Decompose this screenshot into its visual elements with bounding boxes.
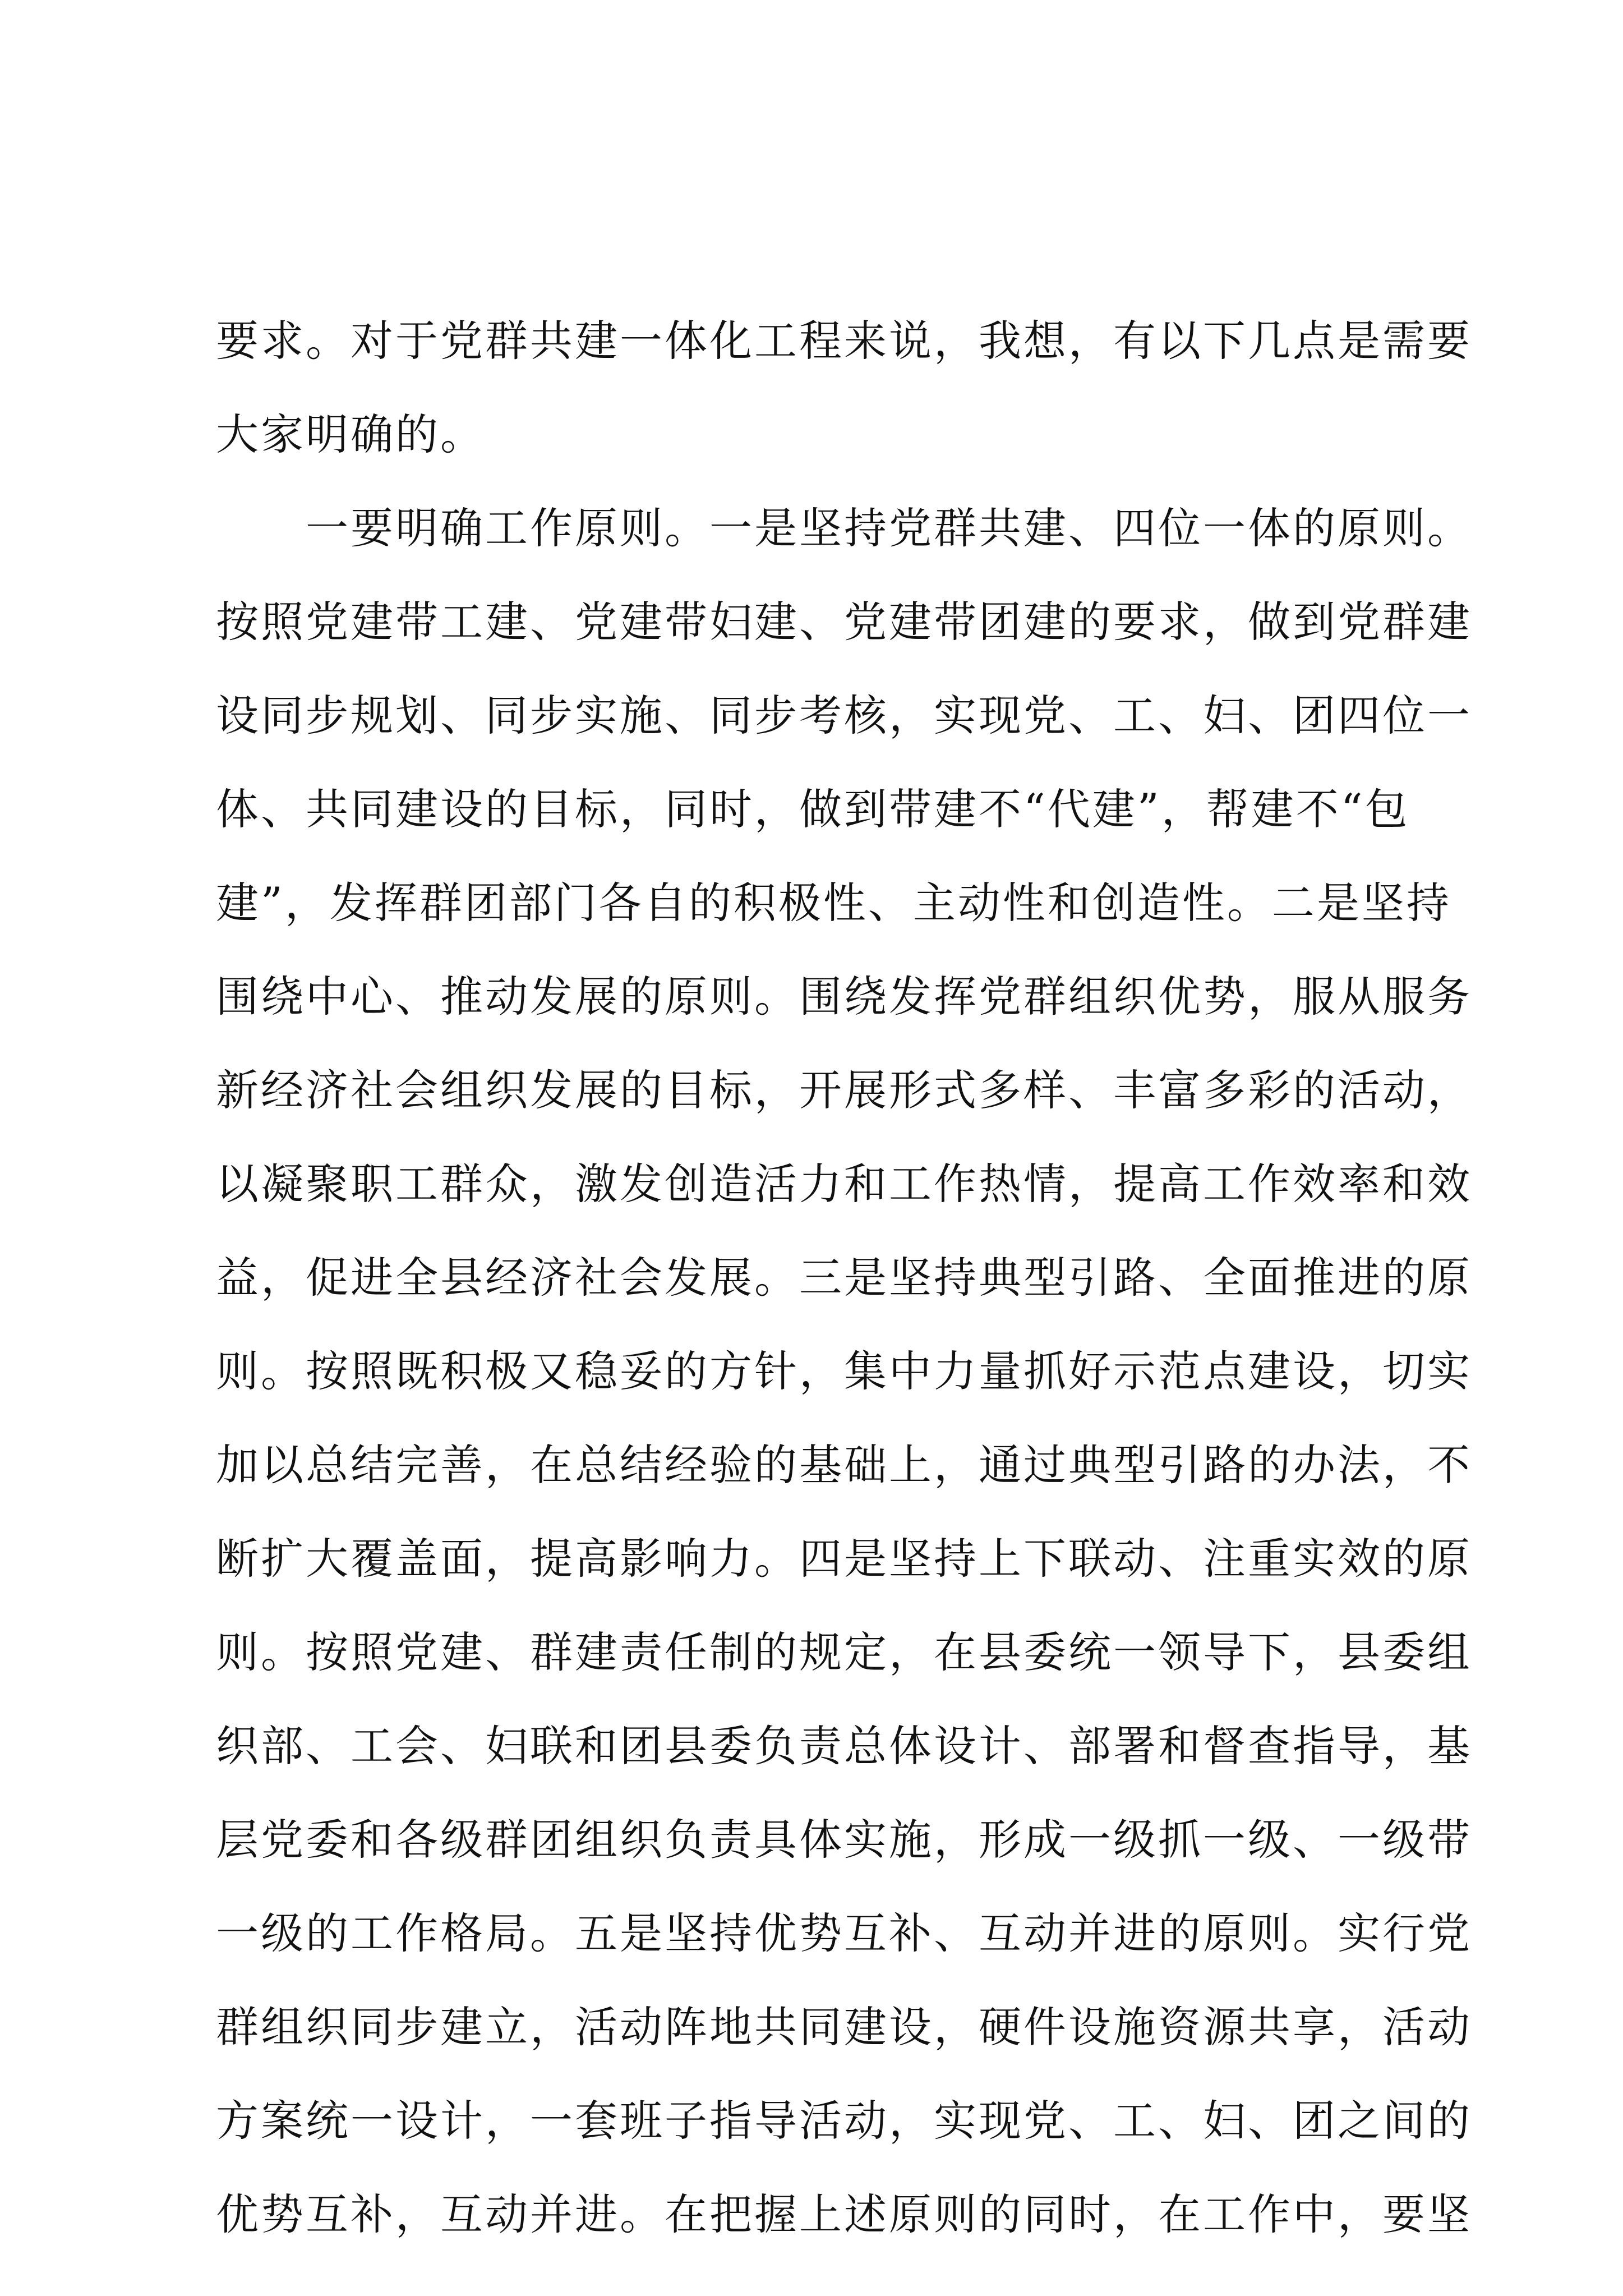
body-text-line: 优势互补，互动并进。在把握上述原则的同时，在工作中，要坚 [216, 2189, 1472, 2239]
body-text-line: 要求。对于党群共建一体化工程来说，我想，有以下几点是需要 [216, 316, 1472, 366]
body-text-line: 体、共同建设的目标，同时，做到带建不“代建”，帮建不“包 [216, 784, 1410, 834]
body-text-line: 一级的工作格局。五是坚持优势互补、互动并进的原则。实行党 [216, 1908, 1472, 1958]
body-text-line: 围绕中心、推动发展的原则。围绕发挥党群组织优势，服从服务 [216, 972, 1472, 1022]
body-text-line: 一要明确工作原则。一是坚持党群共建、四位一体的原则。 [216, 503, 1472, 553]
body-text-line: 建”，发挥群团部门各自的积极性、主动性和创造性。二是坚持 [216, 878, 1451, 928]
body-text-line: 新经济社会组织发展的目标，开展形式多样、丰富多彩的活动， [216, 1065, 1472, 1115]
body-text-line: 则。按照既积极又稳妥的方针，集中力量抓好示范点建设，切实 [216, 1346, 1472, 1396]
body-text-line: 益，促进全县经济社会发展。三是坚持典型引路、全面推进的原 [216, 1253, 1472, 1303]
body-text-line: 方案统一设计，一套班子指导活动，实现党、工、妇、团之间的 [216, 2096, 1472, 2146]
body-text-line: 设同步规划、同步实施、同步考核，实现党、工、妇、团四位一 [216, 691, 1472, 740]
body-text-line: 加以总结完善，在总结经验的基础上，通过典型引路的办法，不 [216, 1440, 1472, 1490]
body-text-line: 织部、工会、妇联和团县委负责总体设计、部署和督查指导，基 [216, 1721, 1472, 1771]
body-text-line: 层党委和各级群团组织负责具体实施，形成一级抓一级、一级带 [216, 1815, 1472, 1865]
body-text-line: 则。按照党建、群建责任制的规定，在县委统一领导下，县委组 [216, 1627, 1472, 1677]
body-text-line: 按照党建带工建、党建带妇建、党建带团建的要求，做到党群建 [216, 597, 1472, 647]
body-text-line: 大家明确的。 [216, 409, 485, 459]
body-text-line: 以凝聚职工群众，激发创造活力和工作热情，提高工作效率和效 [216, 1159, 1472, 1209]
body-text-line: 断扩大覆盖面，提高影响力。四是坚持上下联动、注重实效的原 [216, 1534, 1472, 1584]
body-text-line: 群组织同步建立，活动阵地共同建设，硬件设施资源共享，活动 [216, 2002, 1472, 2052]
